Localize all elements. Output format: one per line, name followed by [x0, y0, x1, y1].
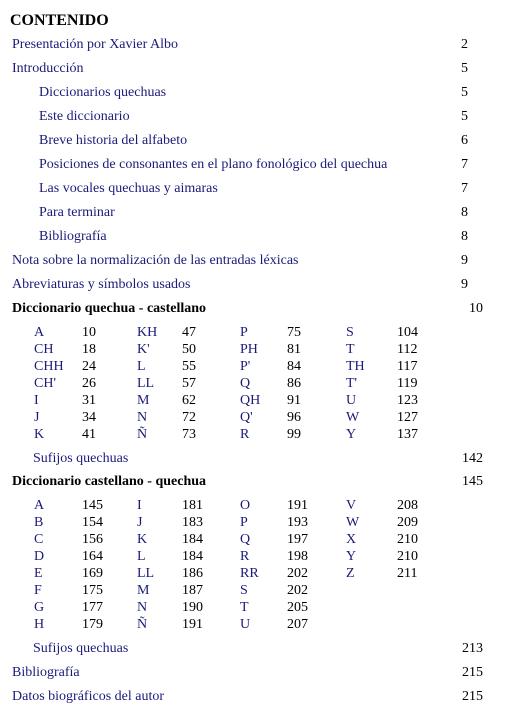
- page-number: 215: [462, 665, 483, 680]
- index-page-number: 198: [287, 549, 308, 564]
- index-page-number: 211: [397, 566, 418, 581]
- toc-entry-label[interactable]: Nota sobre la normalización de las entradas léxicas: [12, 253, 299, 268]
- index-letter[interactable]: X: [346, 532, 357, 547]
- index-letter[interactable]: U: [240, 617, 251, 632]
- toc-entry-label[interactable]: Bibliografía: [12, 665, 80, 680]
- page-number: 5: [461, 109, 468, 124]
- index-page-number: 24: [82, 359, 96, 374]
- toc-entry-label[interactable]: Diccionarios quechuas: [39, 85, 167, 100]
- index-page-number: 190: [182, 600, 203, 615]
- index-page-number: 191: [287, 498, 308, 513]
- index-page-number: 164: [82, 549, 103, 564]
- page-title: CONTENIDO: [10, 12, 109, 29]
- index-letter[interactable]: K: [137, 532, 148, 547]
- index-page-number: 156: [82, 532, 103, 547]
- page-number: 7: [461, 157, 468, 172]
- index-letter[interactable]: S: [346, 325, 354, 340]
- page-number: 215: [462, 689, 483, 704]
- index-letter[interactable]: P': [240, 359, 251, 374]
- index-page-number: 104: [397, 325, 418, 340]
- index-letter[interactable]: H: [34, 617, 45, 632]
- index-page-number: 210: [397, 549, 418, 564]
- index-letter[interactable]: Q: [240, 376, 251, 391]
- index-page-number: 202: [287, 583, 308, 598]
- toc-entry-label[interactable]: Bibliografía: [39, 229, 107, 244]
- toc-entry[interactable]: [0, 689, 518, 707]
- index-page-number: 191: [182, 617, 203, 632]
- index-page-number: 31: [82, 393, 96, 408]
- index-letter[interactable]: J: [137, 515, 143, 530]
- index-page-number: 47: [182, 325, 196, 340]
- index-page-number: 119: [397, 376, 418, 391]
- index-letter[interactable]: T: [240, 600, 249, 615]
- toc-entry-label[interactable]: Para terminar: [39, 205, 115, 220]
- toc-entry[interactable]: [0, 641, 518, 659]
- index-page-number: 181: [182, 498, 203, 513]
- index-letter[interactable]: J: [34, 410, 40, 425]
- index-page-number: 187: [182, 583, 203, 598]
- index-page-number: 210: [397, 532, 418, 547]
- index-letter[interactable]: I: [137, 498, 142, 513]
- index-page-number: 84: [287, 359, 301, 374]
- page-number: 6: [461, 133, 468, 148]
- index-page-number: 10: [82, 325, 96, 340]
- toc-entry[interactable]: [0, 61, 518, 79]
- index-page-number: 57: [182, 376, 196, 391]
- toc-entry[interactable]: [0, 157, 518, 175]
- index-page-number: 41: [82, 427, 96, 442]
- index-page-number: 207: [287, 617, 308, 632]
- index-page-number: 91: [287, 393, 301, 408]
- index-page-number: 81: [287, 342, 301, 357]
- index-letter[interactable]: T: [346, 342, 355, 357]
- index-letter[interactable]: N: [137, 410, 148, 425]
- index-page-number: 72: [182, 410, 196, 425]
- toc-entry[interactable]: [0, 451, 518, 469]
- page-number: 9: [461, 277, 468, 292]
- section-heading-row: [0, 301, 518, 319]
- index-letter[interactable]: Y: [346, 427, 357, 442]
- index-letter[interactable]: W: [346, 410, 360, 425]
- page-number: 10: [469, 301, 483, 316]
- index-page-number: 34: [82, 410, 96, 425]
- index-page-number: 96: [287, 410, 301, 425]
- index-letter[interactable]: K': [137, 342, 150, 357]
- index-letter[interactable]: P: [240, 325, 248, 340]
- index-letter[interactable]: E: [34, 566, 43, 581]
- index-letter[interactable]: W: [346, 515, 360, 530]
- index-letter[interactable]: V: [346, 498, 357, 513]
- toc-entry-label[interactable]: Breve historia del alfabeto: [39, 133, 188, 148]
- index-page-number: 50: [182, 342, 196, 357]
- page-number: 145: [462, 474, 483, 489]
- page-number: 5: [461, 61, 468, 76]
- index-page-number: 197: [287, 532, 308, 547]
- toc-entry-label[interactable]: Presentación por Xavier Albo: [12, 37, 179, 52]
- toc-entry[interactable]: [0, 85, 518, 103]
- toc-entry[interactable]: [0, 181, 518, 199]
- page-number: 8: [461, 205, 468, 220]
- toc-entry[interactable]: [0, 109, 518, 127]
- index-page-number: 169: [82, 566, 103, 581]
- index-letter[interactable]: LL: [137, 376, 155, 391]
- index-letter[interactable]: KH: [137, 325, 158, 340]
- index-letter[interactable]: C: [34, 532, 44, 547]
- index-page-number: 112: [397, 342, 418, 357]
- index-letter[interactable]: B: [34, 515, 44, 530]
- index-page-number: 208: [397, 498, 418, 513]
- index-page-number: 175: [82, 583, 103, 598]
- toc-entry[interactable]: [0, 665, 518, 683]
- index-page-number: 184: [182, 532, 203, 547]
- toc-entry-label[interactable]: Las vocales quechuas y aimaras: [39, 181, 218, 196]
- index-letter[interactable]: A: [34, 325, 45, 340]
- index-letter[interactable]: Ñ: [137, 427, 148, 442]
- index-letter[interactable]: L: [137, 359, 146, 374]
- index-letter[interactable]: T': [346, 376, 358, 391]
- index-page-number: 75: [287, 325, 301, 340]
- toc-entry-label[interactable]: Datos biográficos del autor: [12, 689, 165, 704]
- page-number: 5: [461, 85, 468, 100]
- toc-entry[interactable]: [0, 253, 518, 271]
- index-letter[interactable]: R: [240, 549, 250, 564]
- index-letter[interactable]: O: [240, 498, 251, 513]
- index-letter[interactable]: PH: [240, 342, 258, 357]
- page-number: 9: [461, 253, 468, 268]
- index-page-number: 123: [397, 393, 418, 408]
- section-heading[interactable]: Diccionario castellano - quechua: [12, 474, 207, 489]
- toc-entry-label[interactable]: Sufijos quechuas: [33, 451, 129, 466]
- index-letter[interactable]: A: [34, 498, 45, 513]
- index-page-number: 26: [82, 376, 96, 391]
- index-letter[interactable]: K: [34, 427, 45, 442]
- index-letter[interactable]: R: [240, 427, 250, 442]
- index-letter[interactable]: D: [34, 549, 45, 564]
- index-page-number: 62: [182, 393, 196, 408]
- index-letter[interactable]: M: [137, 393, 150, 408]
- index-page-number: 18: [82, 342, 96, 357]
- index-letter[interactable]: I: [34, 393, 39, 408]
- index-letter[interactable]: CHH: [34, 359, 64, 374]
- index-letter[interactable]: Ñ: [137, 617, 148, 632]
- index-page-number: 209: [397, 515, 418, 530]
- toc-entry[interactable]: [0, 37, 518, 55]
- index-page-number: 186: [182, 566, 203, 581]
- index-letter[interactable]: S: [240, 583, 248, 598]
- index-page-number: 193: [287, 515, 308, 530]
- toc-entry-label[interactable]: Este diccionario: [39, 109, 130, 124]
- index-page-number: 73: [182, 427, 196, 442]
- index-page-number: 127: [397, 410, 418, 425]
- index-letter[interactable]: CH: [34, 342, 54, 357]
- index-letter[interactable]: QH: [240, 393, 261, 408]
- section-heading[interactable]: Diccionario quechua - castellano: [12, 301, 207, 316]
- toc-entry-label[interactable]: Sufijos quechuas: [33, 641, 129, 656]
- toc-entry[interactable]: [0, 229, 518, 247]
- page-number: 142: [462, 451, 483, 466]
- page-number: 2: [461, 37, 468, 52]
- index-page-number: 137: [397, 427, 418, 442]
- section-heading-row: [0, 474, 518, 492]
- index-letter[interactable]: L: [137, 549, 146, 564]
- index-letter[interactable]: TH: [346, 359, 365, 374]
- index-letter[interactable]: G: [34, 600, 45, 615]
- toc-entry-label[interactable]: Introducción: [12, 61, 84, 76]
- index-letter[interactable]: Z: [346, 566, 355, 581]
- page-number: 8: [461, 229, 468, 244]
- toc-entry[interactable]: [0, 205, 518, 223]
- index-page-number: 179: [82, 617, 103, 632]
- index-letter[interactable]: Q': [240, 410, 253, 425]
- index-page-number: 154: [82, 515, 103, 530]
- index-page-number: 184: [182, 549, 203, 564]
- toc-entry[interactable]: [0, 277, 518, 295]
- index-letter[interactable]: RR: [240, 566, 259, 581]
- index-letter[interactable]: LL: [137, 566, 155, 581]
- index-page-number: 86: [287, 376, 301, 391]
- index-page-number: 177: [82, 600, 103, 615]
- index-letter[interactable]: M: [137, 583, 150, 598]
- index-letter[interactable]: N: [137, 600, 148, 615]
- index-letter[interactable]: Y: [346, 549, 357, 564]
- index-page-number: 202: [287, 566, 308, 581]
- toc-entry-label[interactable]: Posiciones de consonantes en el plano fonológico del quechua: [39, 157, 388, 172]
- index-letter[interactable]: F: [34, 583, 42, 598]
- index-letter[interactable]: U: [346, 393, 357, 408]
- index-page-number: 183: [182, 515, 203, 530]
- page-number: 213: [462, 641, 483, 656]
- index-page-number: 99: [287, 427, 301, 442]
- index-letter[interactable]: CH': [34, 376, 56, 391]
- toc-entry-label[interactable]: Abreviaturas y símbolos usados: [12, 277, 191, 292]
- index-page-number: 145: [82, 498, 103, 513]
- index-letter[interactable]: Q: [240, 532, 251, 547]
- index-page-number: 117: [397, 359, 418, 374]
- index-letter[interactable]: P: [240, 515, 248, 530]
- index-page-number: 205: [287, 600, 308, 615]
- index-page-number: 55: [182, 359, 196, 374]
- toc-entry[interactable]: [0, 133, 518, 151]
- page-number: 7: [461, 181, 468, 196]
